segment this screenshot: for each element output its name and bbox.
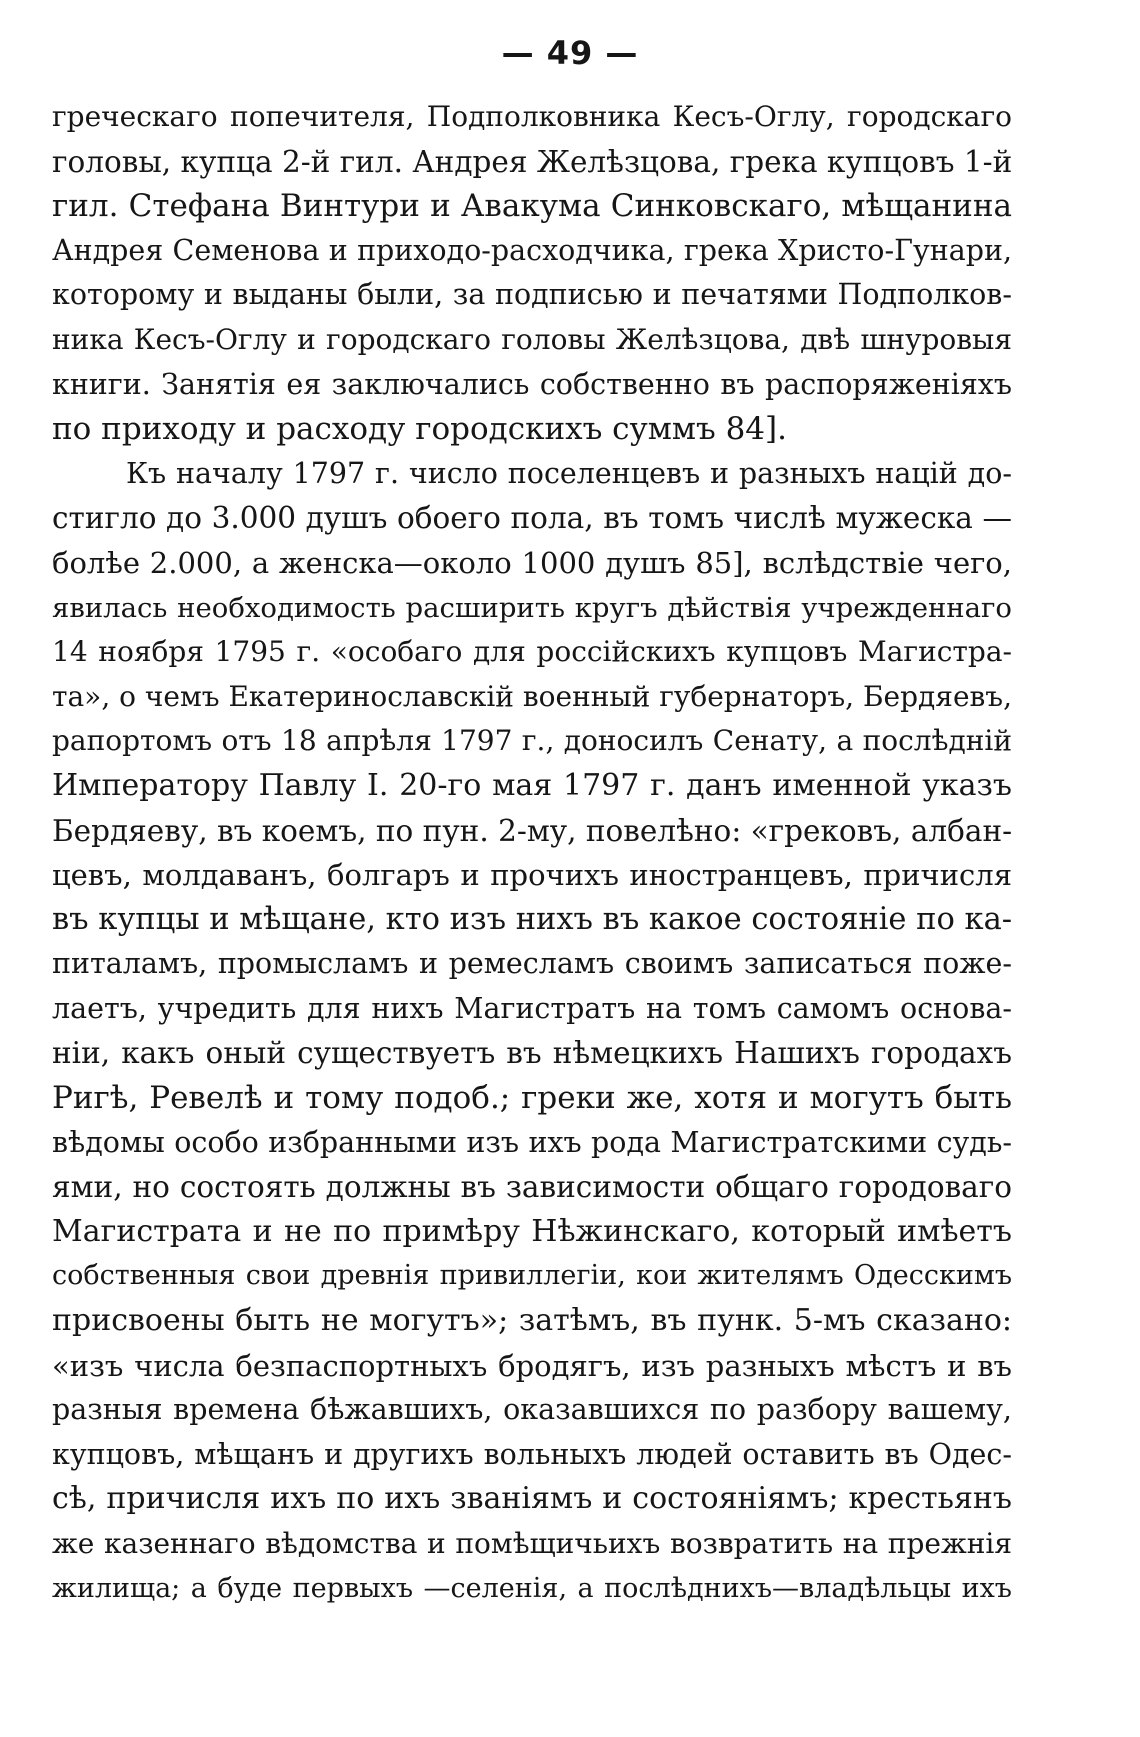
text-line: Магистрата и не по примѣру Нѣжинскаго, который имѣетъ: [52, 1213, 1012, 1249]
text-line: 14 ноября 1795 г. «особаго для россійскихъ купцовъ Магистра-: [52, 635, 1012, 669]
text-line: въ купцы и мѣщане, кто изъ нихъ въ какое состояніе по ка-: [52, 901, 1013, 937]
text-line: собственныя свои древнія привиллегіи, кои жителямъ Одесскимъ: [52, 1260, 1012, 1292]
body-text: [52, 95, 1012, 1611]
text-line: та», о чемъ Екатеринославскій военный губернаторъ, Бердяевъ,: [52, 679, 1012, 713]
text-line: сѣ, причисля ихъ по ихъ званіямъ и состояніямъ; крестьянъ: [52, 1481, 1012, 1517]
text-line: рапортомъ отъ 18 апрѣля 1797 г., доносилъ Сенату, а послѣдній: [52, 724, 1012, 758]
text-line: ніи, какъ оный существуетъ въ нѣмецкихъ Нашихъ городахъ: [52, 1036, 1012, 1071]
text-line: стигло до 3.000 душъ обоего пола, въ томъ числѣ мужеска —: [52, 501, 1012, 536]
text-line: которому и выданы были, за подписью и печатями Подполков-: [52, 278, 1012, 312]
text-line: «изъ числа безпаспортныхъ бродягъ, изъ разныхъ мѣстъ и въ: [52, 1348, 1012, 1383]
page-number: — 49 —: [501, 34, 639, 72]
text-line: разныя времена бѣжавшихъ, оказавшихся по разбору вашему,: [52, 1393, 1012, 1427]
text-line: Императору Павлу I. 20-го мая 1797 г. данъ именной указъ: [52, 767, 1012, 803]
text-line: же казеннаго вѣдомства и помѣщичьихъ возвратить на прежнія: [52, 1527, 1012, 1560]
text-line: гил. Стефана Винтури и Авакума Синковскаго, мѣщанина: [52, 188, 1012, 225]
text-line: Андрея Семенова и приходо-расходчика, грека Христо-Гунари,: [52, 233, 1012, 267]
text-line: присвоены быть не могутъ»; затѣмъ, въ пунк. 5-мъ сказано:: [52, 1303, 1012, 1339]
text-line: греческаго попечителя, Подполковника Кесъ-Оглу, городскаго: [52, 100, 1012, 133]
text-line: явилась необходимость расширить кругъ дѣйствія учрежденнаго: [52, 591, 1012, 624]
text-line: купцовъ, мѣщанъ и другихъ вольныхъ людей оставить въ Одес-: [52, 1437, 1012, 1471]
text-line: жилища; а буде первыхъ —селенія, а послѣднихъ—владѣльцы ихъ: [52, 1572, 1012, 1604]
text-line: Ригѣ, Ревелѣ и тому подоб.; греки же, хотя и могутъ быть: [52, 1080, 1012, 1117]
text-line: вѣдомы особо избранными изъ ихъ рода Магистратскими судь-: [52, 1125, 1012, 1159]
text-line: ника Кесъ-Оглу и городскаго головы Желѣзцова, двѣ шнуровыя: [52, 322, 1012, 356]
text-line: головы, купца 2-й гил. Андрея Желѣзцова, грека купцовъ 1-й: [52, 144, 1013, 179]
text-line: по приходу и расходу городскихъ суммъ 84].: [52, 411, 787, 448]
text-line: питаламъ, промысламъ и ремесламъ своимъ записаться поже-: [52, 947, 1012, 981]
text-line: лаетъ, учредить для нихъ Магистратъ на томъ самомъ основа-: [52, 991, 1012, 1025]
paragraph-first-line: Къ началу 1797 г. число поселенцевъ и разныхъ націй до-: [126, 456, 1012, 490]
text-line: цевъ, молдаванъ, болгаръ и прочихъ иностранцевъ, причисля: [52, 858, 1012, 893]
text-line: болѣе 2.000, а женска—около 1000 душъ 85], вслѣдствіе чего,: [52, 545, 1012, 580]
text-line: ями, но состоять должны въ зависимости общаго городоваго: [52, 1170, 1012, 1205]
text-line: книги. Занятія ея заключались собственно въ распоряженіяхъ: [52, 367, 1012, 401]
text-line: Бердяеву, въ коемъ, по пун. 2-му, повелѣно: «грековъ, албан-: [52, 813, 1013, 848]
